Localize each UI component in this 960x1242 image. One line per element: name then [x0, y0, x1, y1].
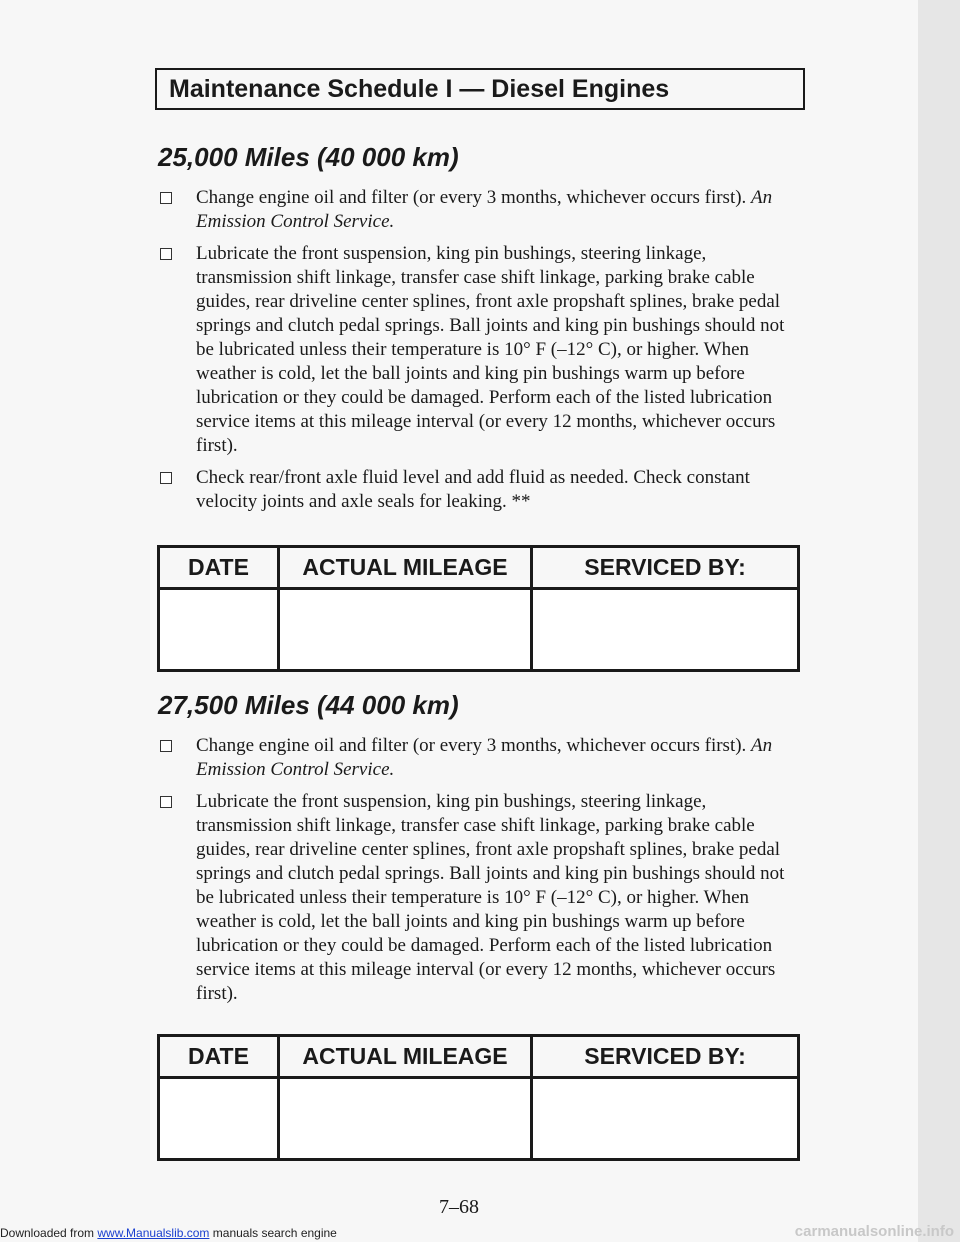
checklist-25000 [158, 186, 798, 522]
section-heading-27500: 27,500 Miles (44 000 km) [158, 690, 459, 720]
col-mileage-header: ACTUAL MILEAGE [280, 1037, 533, 1076]
col-date-header: DATE [160, 548, 280, 587]
item-text: Lubricate the front suspension, king pin bushings, steering linkage, transmission shift linkage, transfer case shift linkage, parking brake cable guides, rear driveline center splines, front axle propshaft splines, brake pedal springs and clutch pedal springs. Ball joints and king pin bushings should not be lubricated unless their temperature is 10° F (–12° C), or higher. When weather is cold, let the ball joints and king pin bushings warm up before lubrication or they could be damaged. Perform each of the listed lubrication service items at this mileage interval (or every 12 months, whichever occurs first). [196, 791, 785, 1004]
checkbox[interactable] [160, 472, 172, 484]
checkbox[interactable] [160, 740, 172, 752]
checklist-item [158, 242, 798, 458]
page-number: 7–68 [439, 1196, 479, 1218]
col-serviced-header: SERVICED BY: [584, 554, 746, 580]
mileage-entry-cell[interactable] [280, 590, 533, 669]
download-watermark [0, 1226, 337, 1240]
service-log-table-25000 [157, 545, 800, 672]
checklist-item [158, 734, 798, 782]
log-entry-row [160, 590, 797, 669]
watermark-prefix: Downloaded from [0, 1226, 98, 1240]
item-emphasis: An Emission Control Service. [196, 735, 773, 780]
checkbox[interactable] [160, 192, 172, 204]
page-title: Maintenance Schedule I — Diesel Engines [155, 68, 805, 110]
site-watermark: carmanualsonline.info [794, 1223, 954, 1240]
col-date-header: DATE [160, 1037, 280, 1076]
item-text: Check rear/front axle fluid level and add fluid as needed. Check constant velocity joints and axle seals for leaking. ** [196, 467, 750, 512]
col-mileage-header: ACTUAL MILEAGE [280, 548, 533, 587]
checkbox[interactable] [160, 248, 172, 260]
manualslib-link[interactable]: www.Manualslib.com [97, 1226, 210, 1240]
checklist-item [158, 466, 798, 514]
date-entry-cell[interactable] [160, 590, 280, 669]
serviced-entry-cell[interactable] [533, 590, 797, 669]
log-header-row [160, 1037, 797, 1079]
checklist-item [158, 790, 798, 1006]
col-serviced-header: SERVICED BY: [584, 1043, 746, 1069]
item-text: Lubricate the front suspension, king pin bushings, steering linkage, transmission shift linkage, transfer case shift linkage, parking brake cable guides, rear driveline center splines, front axle propshaft splines, brake pedal springs and clutch pedal springs. Ball joints and king pin bushings should not be lubricated unless their temperature is 10° F (–12° C), or higher. When weather is cold, let the ball joints and king pin bushings warm up before lubrication or they could be damaged. Perform each of the listed lubrication service items at this mileage interval (or every 12 months, whichever occurs first). [196, 243, 785, 456]
serviced-entry-cell[interactable] [533, 1079, 797, 1158]
checklist-item [158, 186, 798, 234]
checkbox[interactable] [160, 796, 172, 808]
date-entry-cell[interactable] [160, 1079, 280, 1158]
item-emphasis: An Emission Control Service. [196, 187, 773, 232]
checklist-27500 [158, 734, 798, 1014]
section-heading-25000: 25,000 Miles (40 000 km) [158, 142, 459, 172]
item-text: Change engine oil and filter (or every 3 months, whichever occurs first). [196, 187, 752, 208]
item-text: Change engine oil and filter (or every 3 months, whichever occurs first). [196, 735, 752, 756]
log-entry-row [160, 1079, 797, 1158]
mileage-entry-cell[interactable] [280, 1079, 533, 1158]
log-header-row [160, 548, 797, 590]
watermark-suffix: manuals search engine [209, 1226, 337, 1240]
service-log-table-27500 [157, 1034, 800, 1161]
